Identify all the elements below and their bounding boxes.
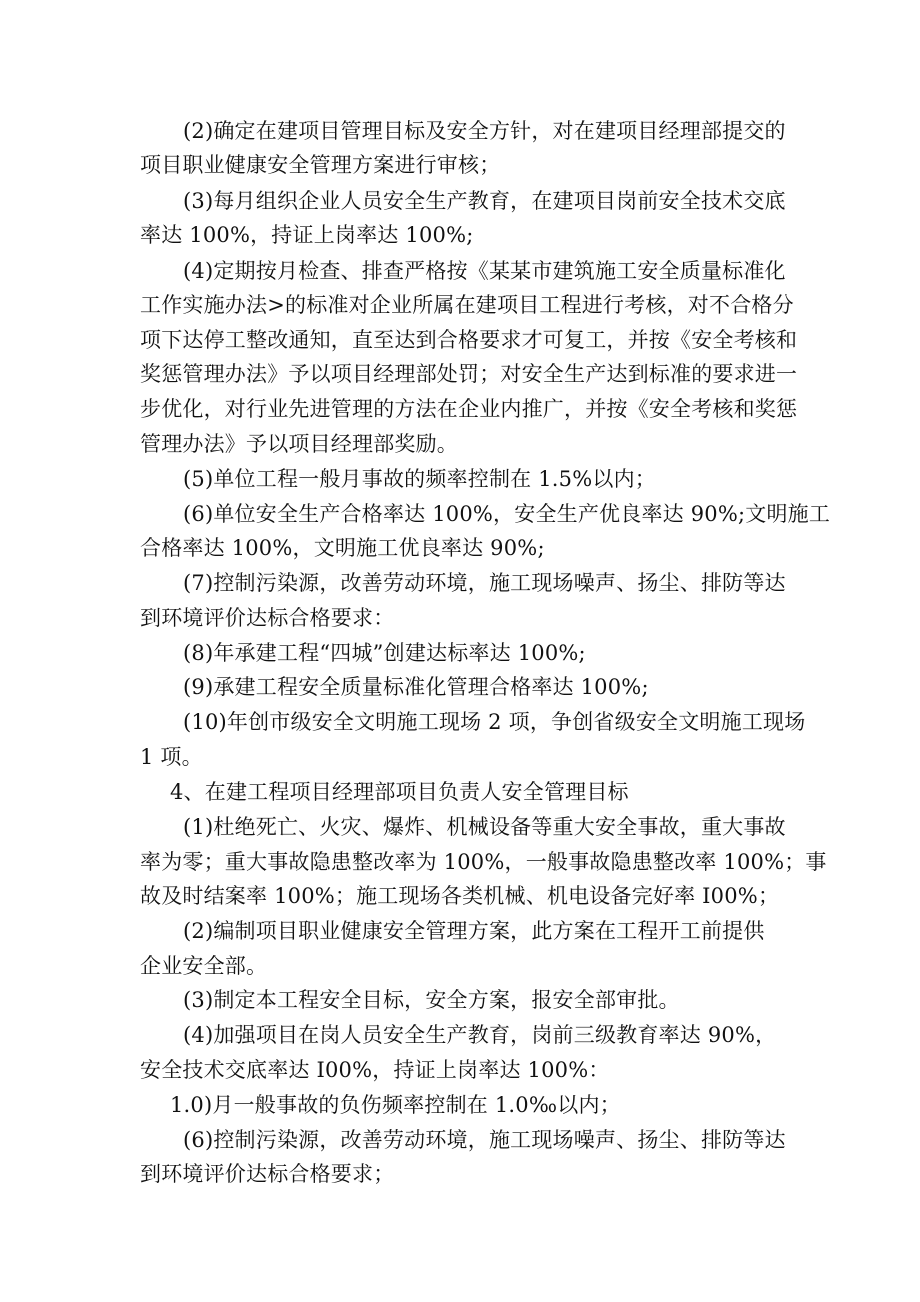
text-line: 1.0)月一般事故的负伤频率控制在 1.0‰以内； [170,1093,621,1117]
text-line: (7)控制污染源，改善劳动环境，施工现场噪声、扬尘、排防等达 [183,571,786,595]
text-line: (4)定期按月检查、排查严格按《某某市建筑施工安全质量标准化 [183,259,786,283]
section-heading: 4、在建工程项目经理部项目负责人安全管理目标 [170,780,629,804]
text-line: (2)编制项目职业健康安全管理方案，此方案在工程开工前提供 [183,919,765,943]
text-line: (10)年创市级安全文明施工现场 2 项，争创省级安全文明施工现场 [183,710,806,734]
text-line: 企业安全部。 [140,954,268,978]
text-line: (6)控制污染源，改善劳动环境，施工现场噪声、扬尘、排防等达 [183,1128,786,1152]
text-line: (3)制定本工程安全目标，安全方案，报安全部审批。 [183,988,680,1012]
text-line: 奖惩管理办法》予以项目经理部处罚；对安全生产达到标准的要求进一 [140,362,798,386]
text-line: (1)杜绝死亡、火灾、爆炸、机械设备等重大安全事故，重大事故 [183,815,786,839]
text-line: (5)单位工程一般月事故的频率控制在 1.5%以内； [183,467,656,491]
text-line: 管理办法》予以项目经理部奖励。 [140,432,458,456]
text-line: 到环境评价达标合格要求； [140,1162,395,1186]
text-line: 项下达停工整改通知，直至达到合格要求才可复工，并按《安全考核和 [140,328,798,352]
text-line: 率为零；重大事故隐患整改率为 100%，一般事故隐患整改率 100%；事 [140,850,827,874]
text-line: 步优化，对行业先进管理的方法在企业内推广，并按《安全考核和奖惩 [140,397,798,421]
text-line: (9)承建工程安全质量标准化管理合格率达 100%; [183,675,649,699]
text-line: 合格率达 100%，文明施工优良率达 90%; [140,536,545,560]
text-line: (8)年承建工程“四城”创建达标率达 100%; [183,641,586,665]
text-line: (3)每月组织企业人员安全生产教育，在建项目岗前安全技术交底 [183,189,786,213]
text-line: (6)单位安全生产合格率达 100%，安全生产优良率达 90%;文明施工 [183,502,831,526]
text-line: 到环境评价达标合格要求： [140,606,395,630]
text-line: 项目职业健康安全管理方案进行审核； [140,153,501,177]
text-line: 1 项。 [140,745,203,769]
text-line: 率达 100%，持证上岗率达 100%; [140,223,474,247]
text-line: 安全技术交底率达 I00%，持证上岗率达 100%： [140,1058,610,1082]
text-line: 工作实施办法>的标准对企业所属在建项目工程进行考核，对不合格分 [140,293,794,317]
text-line: 故及时结案率 100%；施工现场各类机械、机电设备完好率 I00%； [140,884,780,908]
text-line: (2)确定在建项目管理目标及安全方针，对在建项目经理部提交的 [183,119,786,143]
text-line: (4)加强项目在岗人员安全生产教育，岗前三级教育率达 90%， [183,1023,777,1047]
